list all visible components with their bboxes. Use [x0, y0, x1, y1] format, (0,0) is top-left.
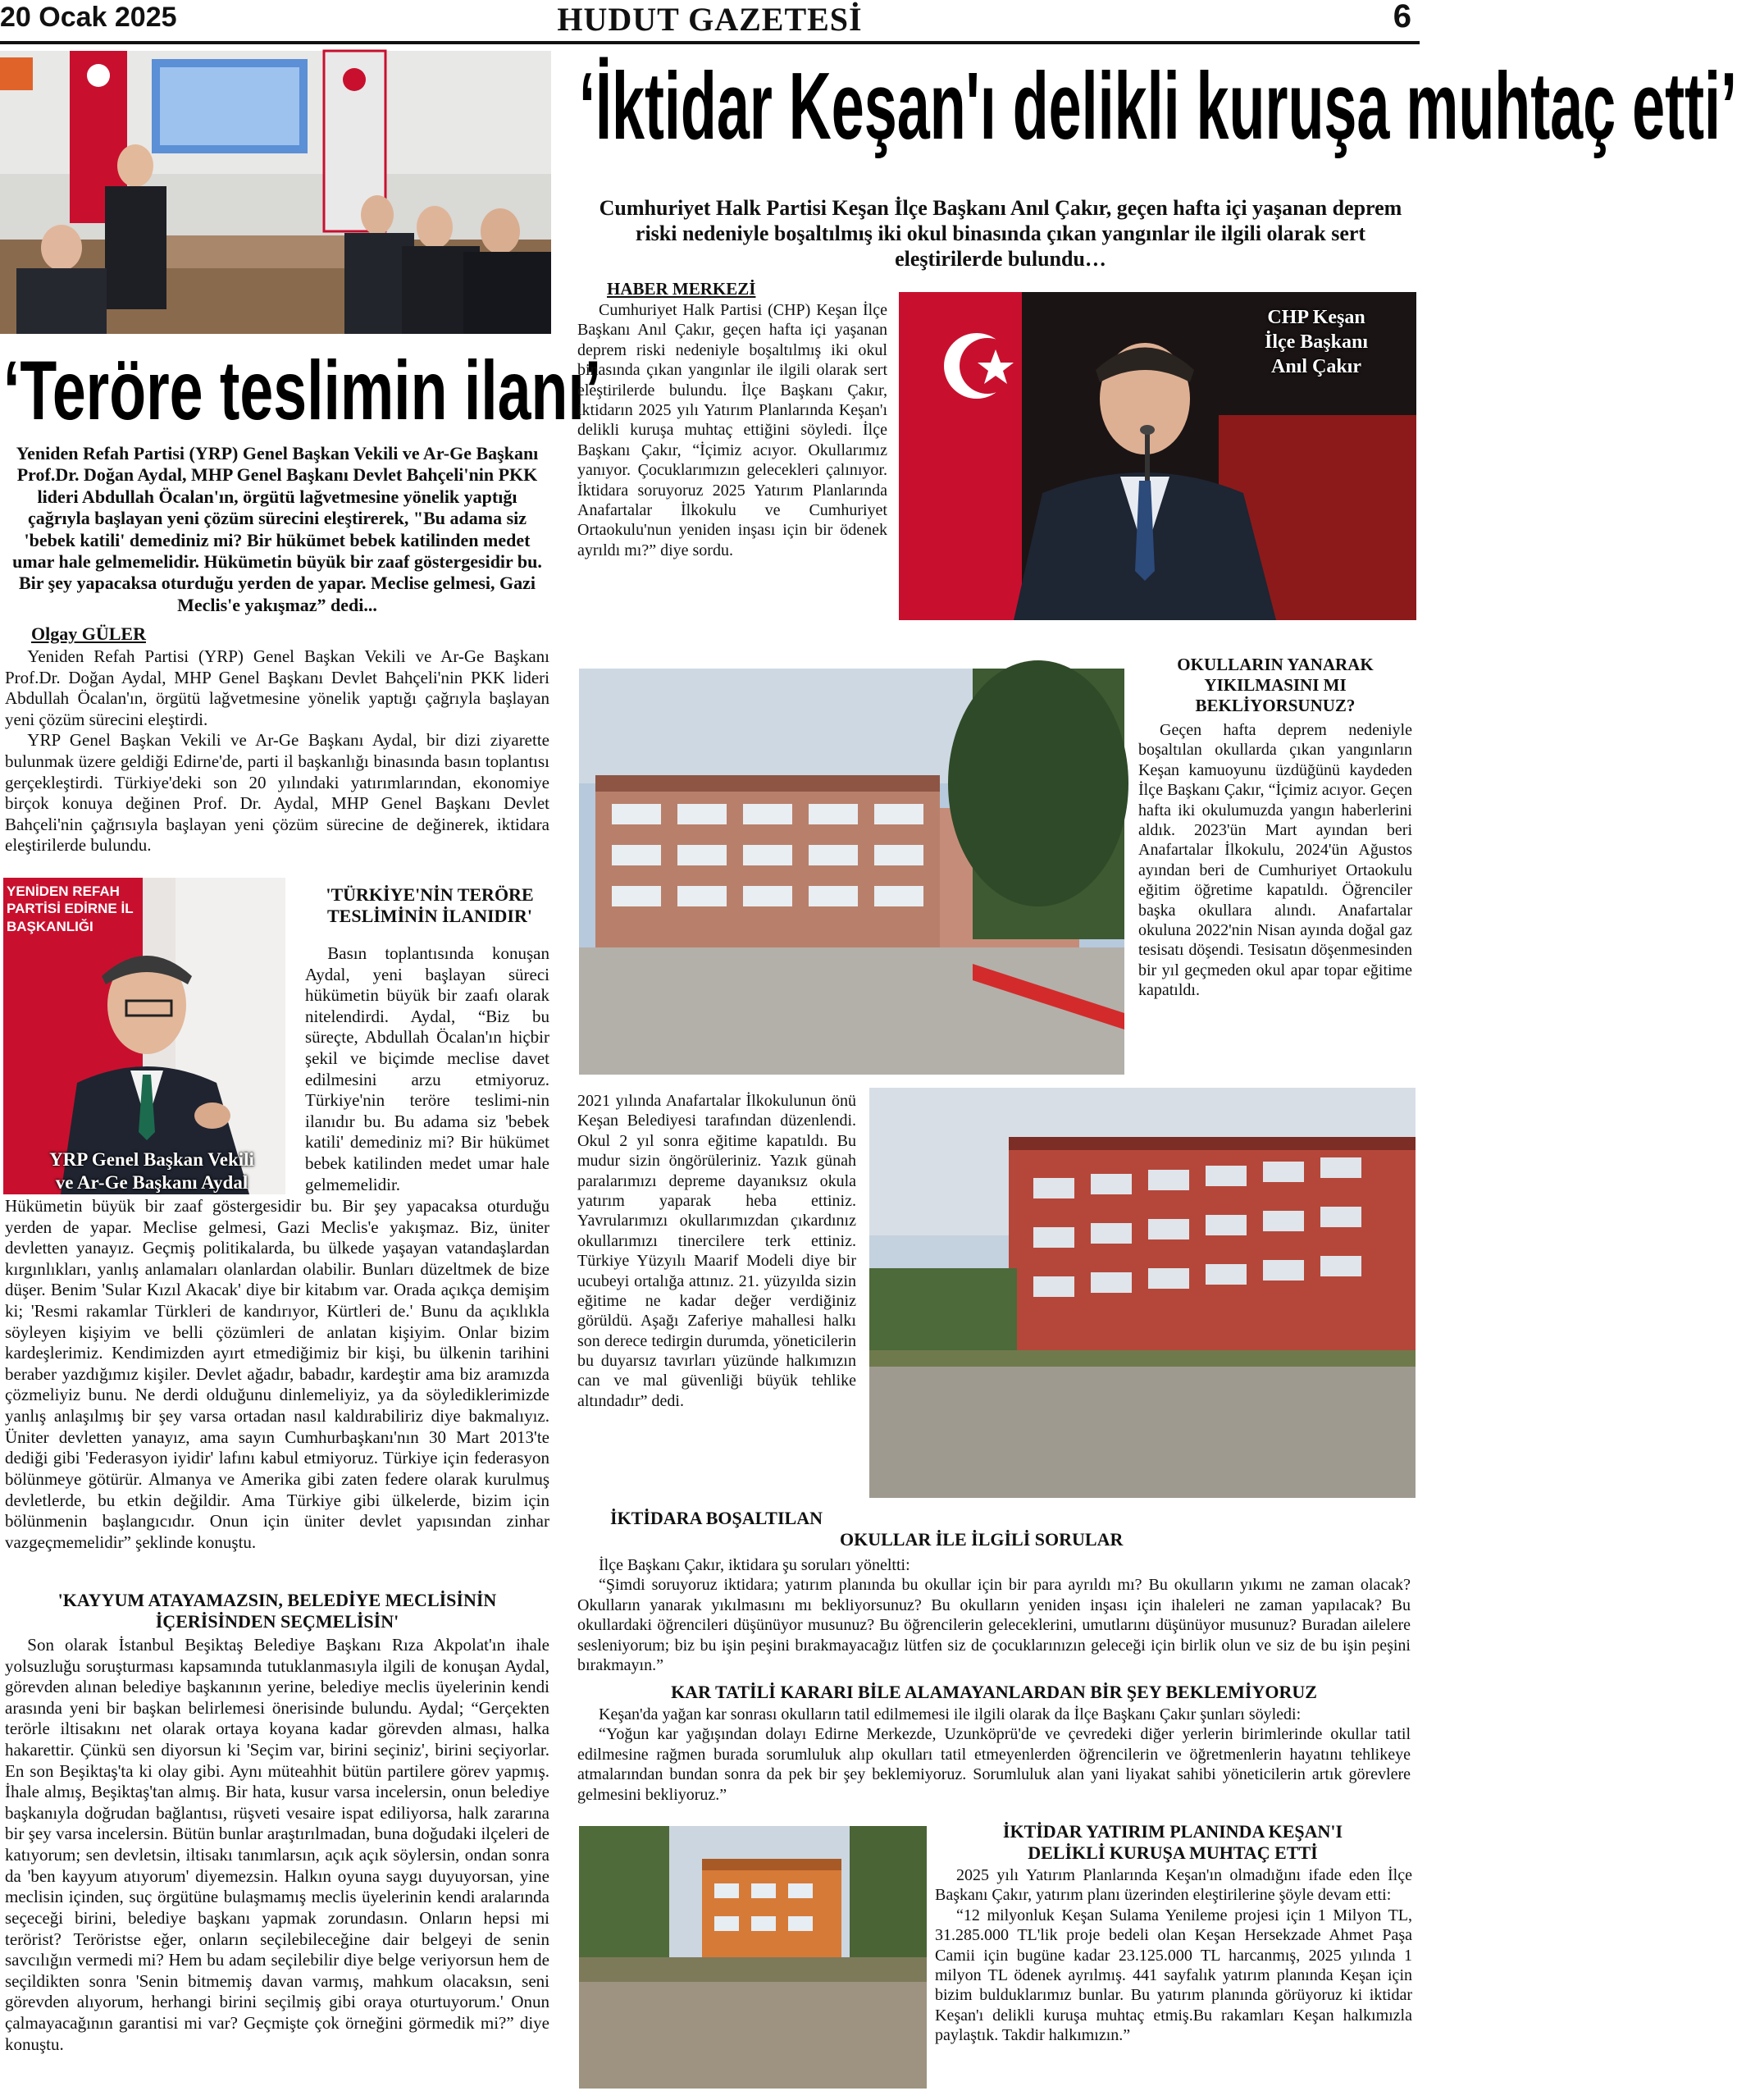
right-body-4-p1: İlçe Başkanı Çakır, iktidara şu soruları yöneltti: [599, 1556, 910, 1574]
left-body-2-p: Hükümetin büyük bir zaaf göstergesidir bu. Bir şey yapacaksa oturduğu yerden de yapar. Meclise gelmesi, Gazi Meclis'e yakışmaz. Biz, üniter devletten yanayız. Geçmiş politikalarda, bu ülkede yaşayan vatandaşlardan kırgınlıkları, yanlış anlamaları olanlardan olabilir. Bunları düzeltmek de bize düşer. Benim 'Sular Kızıl Akacak' diye bir kitabım var. Orada açıkça demişim ki; 'Resmi rakamlar Türkleri de kandırıyor, Kürtleri de.' Bunu da açıklıkla söyleyen kişiyim ve belli çözümleri de anlatan kişiyim. Onlar bizim kardeşlerimiz. Kendimizden ayırt etmediğimiz bir kişi, bu ülkenin tarihini beraber yazdığımız kişiler. Devlet ağadır, babadır, kardeştir ama biz aramızda çözmeliyiz bunu. Ne derdi olduğunu dinlemeliyiz, ya da söylediklerimizde yanlış anlaşılmış bir şey varsa ortadan nasıl kaldırabiliriz diye bakmalıyız. Üniter devletten yanayız, ama sayın Cumhurbaşkanı'nın 30 Mart 2013'te dediği gibi 'Federasyon iyidir' lafını kabul etmiyoruz. Türkiye için federasyon bölünmeye götürür. Almanya ve Amerika gibi zaten federe olarak kurulmuş devletlerde, bu etkin değildir. Ama Türkiye gibi ülkelerde, bizim için bölünmenin başlangıcıdır. Onun için üniter devlet yapısından zinhar vazgeçmemelidir” şeklinde konuştu. [5, 1196, 549, 1552]
school-photo-2 [869, 1088, 1416, 1498]
left-intro-p2: YRP Genel Başkan Vekili ve Ar-Ge Başkanı Aydal, bir dizi ziyarette bulunmak üzere geldiği Edirne'de, parti il başkanlığı binasında basın toplantısı gerçekleştirdi. Türkiye'deki son 20 yılındaki yatırımlarından, ekonomiye birçok konuya değinen Prof. Dr. Aydal, MHP Genel Başkanı Devlet Bahçeli'nin çağrısıyla başlayan yeni çözüm sürecine de değinerek, iktidara eleştirilerde bulundu. [5, 730, 549, 856]
aydal-caption-line1: YRP Genel Başkan Vekili [49, 1149, 254, 1170]
header-rule [0, 41, 1420, 44]
right-subhead-2 [577, 1508, 1411, 1551]
aydal-caption-line2: ve Ar-Ge Başkanı Aydal [55, 1171, 248, 1193]
right-byline: HABER MERKEZİ [607, 279, 756, 299]
left-lead: Yeniden Refah Partisi (YRP) Genel Başkan Vekili ve Ar-Ge Başkanı Prof.Dr. Doğan Aydal, MHP Genel Başkanı Devlet Bahçeli'nin PKK lideri Abdullah Öcalan'ın, örgütü lağvetmesine yönelik yaptığı çağrıyla başlayan yeni çözüm sürecini eleştirerek, "Bu adama siz 'bebek katili' demediniz mi? Bir hükümet bebek katilinden medet umar hale gelmemelidir. Hükümetin büyük bir zaaf göstergesidir bu. Bir şey yapacaksa oturduğu yerden de yapar. Meclise gelmesi, Gazi Meclis'e yakışmaz” dedi... [12, 443, 542, 615]
press-conference-photo [0, 51, 551, 334]
aydal-photo-caption [33, 1148, 271, 1194]
left-body-3 [5, 1635, 549, 2055]
right-col-1-p: Cumhuriyet Halk Partisi (CHP) Keşan İlçe Başkanı Anıl Çakır, geçen hafta içi yaşanan deprem riski nedeniyle boşaltılmış iki okul binasında çıkan yangınlar ile ilgili olarak sert eleştirilerde bulundu. İlçe Başkanı Çakır, iktidarın 2025 yılı Yatırım Planlarında Keşan'ı delikli kuruşa muhtaç ettiğini söyledi. İlçe Başkanı Çakır, “İçimiz acıyor. Okullarımız yanıyor. Çocuklarımızın gelecekleri çalınıyor. İktidara soruyoruz 2025 Yatırım Planlarında Anafartalar İlkokulu ve Cumhuriyet Ortaokulu'nun yeniden inşası için bir ödenek ayrıldı mı?” diye sordu. [577, 301, 887, 559]
right-body-6 [935, 1865, 1412, 2046]
right-subhead-2-line1: İKTİDARA BOŞALTILAN [610, 1508, 823, 1528]
left-body-2 [5, 1196, 549, 1553]
right-col-3-p: 2021 yılında Anafartalar İlkokulunun önü Keşan Belediyesi tarafından düzenlendi. Okul 2 yıl sonra eğitime kapatıldı. Bu mudur sizin öngörüleriniz. Yazık günah paralarımızı depreme dayanıksız okula yatırım yaparak heba ettiniz. Yavrularımızı okullarımızdan çıkardınız okullarımızı tinercilere terk ettiniz. Türkiye Yüzyılı Maarif Modeli diye bir ucubeyi ortalığa attınız. 21. yüzyılda sizin eğitime ne kadar değer verdiğiniz görüldü. Aşağı Zaferiye mahallesi halkı son derece tedirgin durumda, yöneticilerin bu duyarsız tavırları yüzünde halkımızın can ve mal güvenliği büyük tehlike altındadır” dedi. [577, 1092, 856, 1410]
cakir-caption-line3: Anıl Çakır [1270, 356, 1361, 377]
right-subhead-4 [935, 1821, 1411, 1865]
right-subhead-4-line2: DELİKLİ KURUŞA MUHTAÇ ETTİ [1028, 1842, 1318, 1864]
yrp-banner-text: YENİDEN REFAH PARTİSİ EDİRNE İL BAŞKANLIĞI [7, 883, 134, 934]
cakir-caption-line2: İlçe Başkanı [1264, 331, 1369, 353]
right-col-2 [1138, 720, 1412, 1000]
right-col-3 [577, 1091, 856, 1411]
right-headline: ‘İktidar Keşan'ı delikli kuruşa muhtaç etti’ [579, 52, 1737, 159]
right-subhead-1: OKULLARIN YANARAK YIKILMASINI MI BEKLİYORSUNUZ? [1177, 655, 1374, 716]
left-intro [5, 646, 549, 856]
right-body-5-p1: Keşan'da yağan kar sonrası okulların tatil edilmemesi ile ilgili olarak da İlçe Başkanı Çakır şunları söyledi: [599, 1705, 1302, 1723]
left-side-text [305, 943, 549, 1195]
left-side-text-p: Basın toplantısında konuşan Aydal, yeni başlayan süreci hükümetin büyük bir zaafı olarak nitelendirdi. Aydal, “Biz bu süreçte, Abdullah Öcalan'ın hiçbir şekil ve biçimde meclise davet edilmesini arzu etmiyoruz. Türkiye'nin teröre teslimi-nin ilanıdır bu. Bu adama siz 'bebek katili' demediniz mi? Bir hükümet bebek katilinden medet umar hale gelmemelidir. [305, 943, 549, 1194]
left-subhead-1: 'TÜRKİYE'NİN TERÖRE TESLİMİNİN İLANIDIR' [326, 884, 534, 927]
left-headline: ‘Teröre teslimin ilanı’ [3, 344, 602, 437]
right-subhead-4-line1: İKTİDAR YATIRIM PLANINDA KEŞAN'I [1002, 1821, 1343, 1842]
left-intro-p1: Yeniden Refah Partisi (YRP) Genel Başkan Vekili ve Ar-Ge Başkanı Prof.Dr. Doğan Aydal, MHP Genel Başkanı Devlet Bahçeli'nin PKK lideri Abdullah Öcalan'ın, örgütü lağvetmesine yönelik yaptığı çağrıyla başlayan yeni çözüm sürecini eleştirdi. [5, 646, 549, 729]
cakir-photo-caption [1230, 305, 1402, 379]
left-byline: Olgay GÜLER [31, 623, 146, 644]
right-body-6-p1: 2025 yılı Yatırım Planlarında Keşan'ın olmadığını ifade eden İlçe Başkanı Çakır, yatırım planı üzerinden eleştirilerine şöyle devam etti: [935, 1866, 1412, 1905]
right-col-2-p: Geçen hafta deprem nedeniyle boşaltılan okullarda çıkan yangınların Keşan kamuoyunu üzdüğünü kaydeden İlçe Başkanı Çakır, “İçimiz acıyor. Geçen hafta iki okulumuzda yangın haberlerini aldık. 2023'ün Mart ayından beri Anafartalar İlkokulu, 2024'ün Ağustos ayından beri de Cumhuriyet Ortaokulu eğitim öğretime kapatıldı. Öğrenciler başka okullara alındı. Anafartalar okuluna 2022'nin Nisan ayında doğal gaz tesisatı döşendi. Tesisatın döşenmesinden bir yıl geçmeden okul apar topar eğitime kapatıldı. [1138, 721, 1412, 1000]
page-number: 6 [1393, 0, 1411, 34]
school-photo-1 [579, 669, 1124, 1075]
right-lead: Cumhuriyet Halk Partisi Keşan İlçe Başkanı Anıl Çakır, geçen hafta içi yaşanan deprem riski nedeniyle boşaltılmış iki okul binasında çıkan yangınlar ile ilgili olarak sert eleştirilerde bulundu… [599, 196, 1402, 272]
right-subhead-2-line2: OKULLAR İLE İLGİLİ SORULAR [840, 1529, 1124, 1550]
right-body-5-p2: “Yoğun kar yağışından dolayı Edirne Merkezde, Uzunköprü'de ve çevredeki diğer yerlerin birimlerinde okullar tatil edilmesine rağmen burada sorumluluk alıp okulları tatil etmeyenlerden öğrencilerin ve öğretmenlerin hayatını tehlikeye atmalarından bundan sonra da pek bir şey beklemiyoruz. Sorumluluk alan yani liyakat sahibi yöneticilerin artık görevlere gelmesini bekliyoruz.” [577, 1725, 1411, 1804]
right-body-5 [577, 1705, 1411, 1805]
right-col-1 [577, 300, 887, 560]
issue-date: 20 Ocak 2025 [0, 2, 177, 33]
school-photo-3 [579, 1826, 927, 2089]
right-body-6-p2: “12 milyonluk Keşan Sulama Yenileme projesi için 1 Milyon TL, 31.285.000 TL'lik proje bedeli olan Keşan Hersekzade Ahmet Paşa Camii için bugüne kadar 23.125.000 TL harcanmış, 2025 yılında 1 milyon TL ödenek ayrılmış. 441 sayfalık yatırım planında Keşan için bizim bulduklarımız bunlar. Bu yatırım planında görüyoruz ki iktidar Keşan'ı delikli kuruşa muhtaç etmiş.Bu rakamları Keşan halkımızla paylaştık. Takdir halkımızın.” [935, 1906, 1412, 2045]
left-subhead-2: 'KAYYUM ATAYAMAZSIN, BELEDİYE MECLİSİNİN İÇERİSİNDEN SEÇMELİSİN' [57, 1590, 497, 1632]
right-subhead-3: KAR TATİLİ KARARI BİLE ALAMAYANLARDAN BİR ŞEY BEKLEMİYORUZ [671, 1682, 1317, 1702]
right-body-4-p2: “Şimdi soruyoruz iktidara; yatırım planında bu okullar için bir para ayrıldı mı? Bu okulların yıkımı ne zaman olacak? Okulların yanarak yıkılmasını mı bekliyorsunuz? Bu okulların yeniden inşası için ihaleleri ne zaman yapılacak? Bu okullardaki öğrencileri düşünüyor musunuz? Bu öğrencilerin geleceklerini, umutlarını düşünüyor musunuz? Buradan ailelere sesleniyorum; biz bu işin peşini bırakmayacağız lütfen siz de çocuklarınızın geleceği için birlik olun ve siz de bu işin peşini bırakmayın.” [577, 1576, 1411, 1674]
left-body-3-p: Son olarak İstanbul Beşiktaş Belediye Başkanı Rıza Akpolat'ın ihale yolsuzluğu soruşturması kapsamında tutuklanmasıyla ilgili de konuşan Aydal, görevden alınan belediye başkanının yerine, belediye meclis üyelerinin kendi arasında yeni bir başkan belirlemesi önerisinde bulundu. Aydal; “Gerçekten terörle iltisakını net olarak ortaya koyana kadar görevden alması, halka hakarettir. Çünkü sen diyorsun ki 'Seçim var, birini seçiniz', birini seçiyorlar. En son Beşiktaş'ta ki olay gibi. Aynı müteahhit bütün partilere görev yapmış. İhale almış, Beşiktaş'tan almış. Bir hata, kusur varsa incelersin, onun belediye başkanıyla doğrudan bağlantısı, rüşveti vesaire ispat ediliyorsa, halk zararına bir şey varsa incelersin. Bütün bunlar araştırılmadan, buna doğudaki ilçeleri de katıyorum; sen devletsin, iltisakı tanımlarsın, açık açık söylersin, ondan sonra da 'ben kayyum atıyorum' diyemezsin. Halkın oyuna saygı duyuyorsan, yine meclisin içinden, suç örgütüne bulaşmamış meclis üyelerinin kendi aralarında seçeceği birini, belediye başkanı yapmak zorundasın. Onların hepsi mi terörist? Teröristse eğer, onların seçilebileceğine dair belgeyi de senin savcılığın vermedi mi? Hem bu adam seçilebilir diye belge veriyorsun hem de seçildikten sonra 'Senin bitmemiş davan varmış, mahkum olacaksın, seni görevden alıyorum, herhangi birini seçilmiş gibi oraya oturtuyorum.' Onun çalmayacağının garantisi mi var? Geçmişte çok örneğini görmedik mi?” diye konuştu. [5, 1635, 549, 2054]
right-body-4 [577, 1555, 1411, 1675]
cakir-caption-line1: CHP Keşan [1267, 307, 1365, 328]
newspaper-name: HUDUT GAZETESİ [557, 1, 863, 38]
